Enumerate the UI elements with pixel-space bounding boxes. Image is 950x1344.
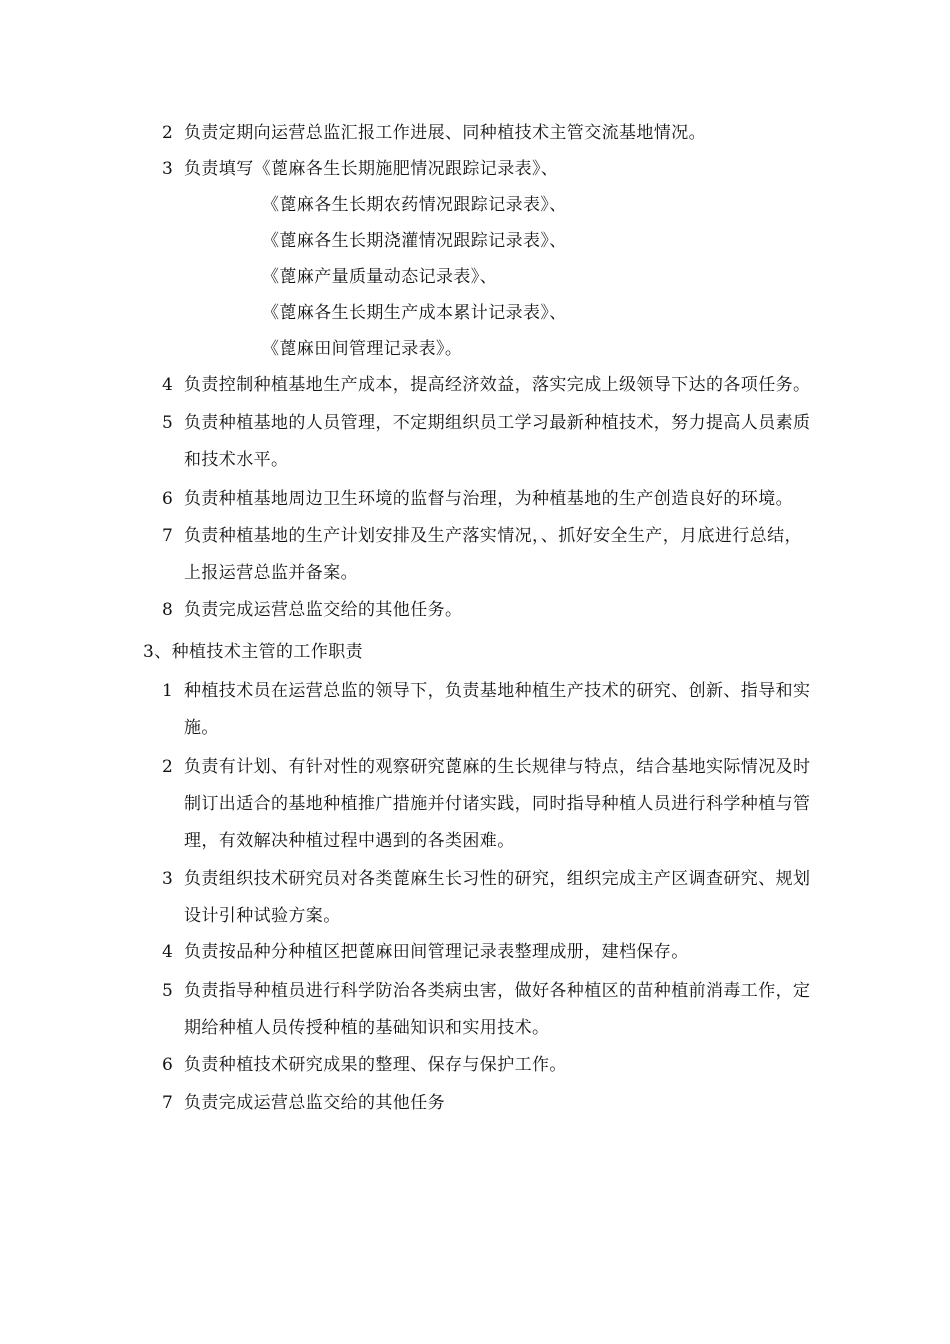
section-heading: 3、种植技术主管的工作职责	[143, 642, 364, 662]
item-text: 期给种植人员传授种植的基础知识和实用技术。	[184, 1018, 550, 1038]
item-text: 制订出适合的基地种植推广措施并付诸实践，同时指导种植人员进行科学种植与管	[184, 794, 811, 814]
item-number: 7	[162, 1093, 173, 1113]
item-text: 负责组织技术研究员对各类蓖麻生长习性的研究，组织完成主产区调查研究、规划	[184, 869, 811, 889]
item-number: 7	[162, 526, 173, 546]
item-text: 负责种植技术研究成果的整理、保存与保护工作。	[184, 1055, 567, 1075]
item-number: 6	[162, 489, 173, 509]
item-text: 负责种植基地的生产计划安排及生产落实情况，、抓好安全生产，月底进行总结，	[184, 526, 802, 546]
item-text: 和技术水平。	[184, 450, 289, 470]
item-text: 负责有计划、有针对性的观察研究蓖麻的生长规律与特点，结合基地实际情况及时	[184, 757, 811, 777]
item-number: 4	[162, 942, 173, 962]
item-text: 负责完成运营总监交给的其他任务	[184, 1093, 445, 1113]
item-number: 5	[162, 413, 173, 433]
item-text: 设计引种试验方案。	[184, 906, 341, 926]
item-text: 《蓖麻产量质量动态记录表》、	[262, 267, 498, 287]
item-number: 6	[162, 1055, 173, 1075]
item-text: 理，有效解决种植过程中遇到的各类困难。	[184, 831, 515, 851]
item-text: 《蓖麻各生长期浇灌情况跟踪记录表》、	[262, 231, 567, 251]
item-text: 负责种植基地周边卫生环境的监督与治理，为种植基地的生产创造良好的环境。	[184, 489, 793, 509]
item-number: 1	[162, 681, 173, 701]
item-number: 3	[162, 869, 173, 889]
item-text: 上报运营总监并备案。	[184, 563, 358, 583]
item-number: 5	[162, 981, 173, 1001]
item-number: 4	[162, 375, 173, 395]
item-text: 《蓖麻田间管理记录表》。	[262, 339, 463, 359]
item-text: 负责指导种植员进行科学防治各类病虫害，做好各种植区的苗种植前消毒工作，定	[184, 981, 811, 1001]
item-number: 2	[162, 123, 173, 143]
item-text: 施。	[184, 718, 219, 738]
item-text: 负责按品种分种植区把蓖麻田间管理记录表整理成册，建档保存。	[184, 942, 689, 962]
item-number: 8	[162, 600, 173, 620]
item-text: 负责定期向运营总监汇报工作进展、同种植技术主管交流基地情况。	[184, 123, 706, 143]
item-text: 《蓖麻各生长期生产成本累计记录表》、	[262, 303, 567, 323]
item-text: 负责种植基地的人员管理，不定期组织员工学习最新种植技术，努力提高人员素质	[184, 413, 811, 433]
item-text: 《蓖麻各生长期农药情况跟踪记录表》、	[262, 195, 567, 215]
item-number: 2	[162, 757, 173, 777]
item-text: 负责控制种植基地生产成本，提高经济效益，落实完成上级领导下达的各项任务。	[184, 375, 811, 395]
item-text: 负责填写《蓖麻各生长期施肥情况跟踪记录表》、	[184, 159, 559, 179]
item-text: 负责完成运营总监交给的其他任务。	[184, 600, 463, 620]
item-text: 种植技术员在运营总监的领导下，负责基地种植生产技术的研究、创新、指导和实	[184, 681, 811, 701]
item-number: 3	[162, 159, 173, 179]
